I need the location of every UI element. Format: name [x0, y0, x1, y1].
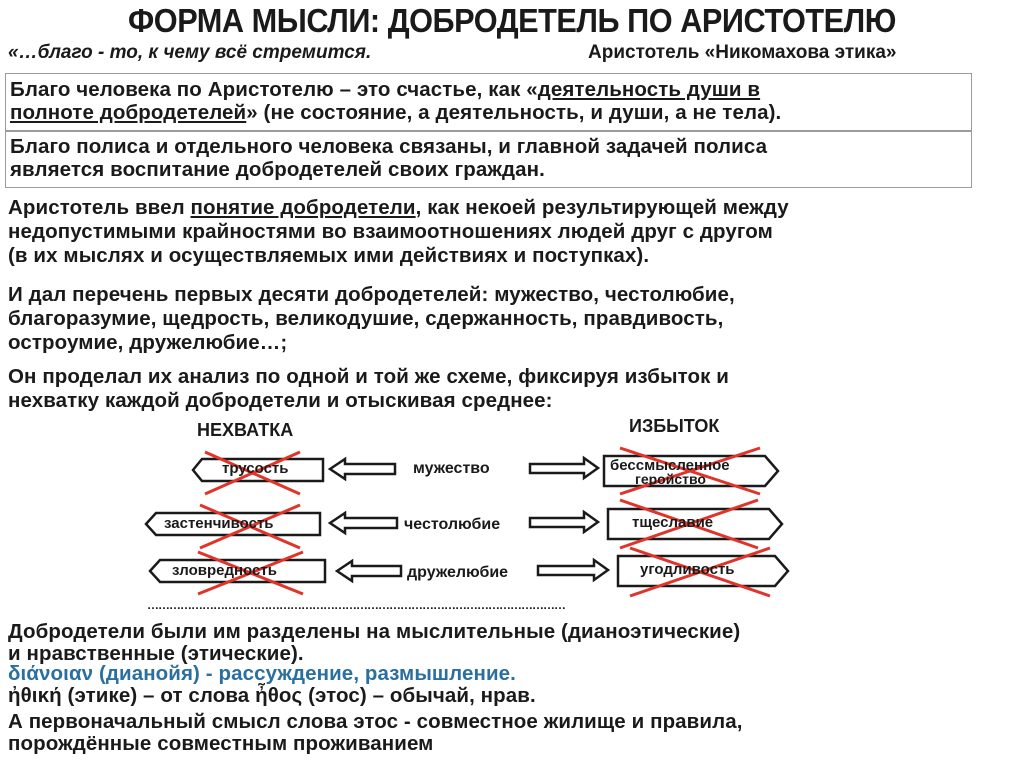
block6-line1: Добродетели были им разделены на мыслительные (дианоэтические)	[8, 620, 741, 643]
right-arrow-2	[530, 512, 598, 532]
block5-line1: Он проделал их анализ по одной и той же схеме, фиксируя избыток и	[8, 365, 729, 388]
excess-label-3: угодливость	[640, 561, 735, 578]
excess-header: ИЗБЫТОК	[629, 416, 720, 436]
quote-text: «…благо - то, к чему всё стремится.	[8, 42, 372, 63]
block3-line2: недопустимыми крайностями во взаимоотношениях людей друг с другом	[8, 220, 773, 243]
left-arrow-2	[330, 513, 397, 533]
block5-line2: нехватку каждой добродетели и отыскивая среднее:	[8, 389, 553, 412]
page-title: ФОРМА МЫСЛИ: ДОБРОДЕТЕЛЬ ПО АРИСТОТЕЛЮ	[128, 2, 896, 39]
right-arrow-1	[530, 458, 598, 478]
dotted-separator: ……………………………………………………………………………………………………	[147, 598, 565, 612]
block6-line6: порождённые совместным проживанием	[8, 732, 434, 755]
deficit-label-3: зловредность	[172, 562, 277, 579]
deficit-header: НЕХВАТКА	[197, 420, 294, 440]
virtue-diagram	[0, 440, 1024, 610]
block6-line4: ἠθική (этике) – от слова ἦθος (этос) – обычай, нрав.	[8, 684, 536, 707]
deficit-label-2: застенчивость	[164, 515, 274, 532]
block6-line5: А первоначальный смысл слова этос - совместное жилище и правила,	[8, 710, 743, 733]
block1-line1: Благо человека по Аристотелю – это счастье, как «деятельность души в	[10, 78, 761, 101]
deficit-label-1: трусость	[222, 460, 289, 477]
block2-line1: Благо полиса и отдельного человека связаны, и главной задачей полиса	[10, 135, 768, 158]
excess-label-1b: геройство	[635, 471, 706, 487]
virtue-label-3: дружелюбие	[407, 564, 509, 581]
block4-line2: благоразумие, щедрость, великодушие, сдержанность, правдивость,	[8, 307, 724, 330]
virtue-label-1: мужество	[413, 460, 490, 477]
excess-label-2: тщеславие	[632, 514, 714, 531]
block1-line2: полноте добродетелей» (не состояние, а деятельность, и души, а не тела).	[10, 101, 782, 124]
block3-line1: Аристотель ввел понятие добродетели, как некоей результирующей между	[8, 196, 789, 219]
block4-line3: остроумие, дружелюбие…;	[8, 331, 288, 354]
block2-line2: является воспитание добродетелей своих граждан.	[10, 158, 545, 181]
excess-label-1a: бессмысленное	[610, 457, 730, 474]
quote-source: Аристотель «Никомахова этика»	[588, 42, 897, 63]
left-arrow-3	[337, 561, 401, 581]
block4-line1: И дал перечень первых десяти добродетелей: мужество, честолюбие,	[8, 283, 735, 306]
virtue-label-2: честолюбие	[404, 516, 501, 533]
block3-line3: (в их мыслях и осуществляемых ими действиях и поступках).	[8, 244, 650, 267]
block6-line2: и нравственные (этические).	[8, 642, 304, 665]
right-arrow-3	[538, 560, 608, 580]
block6-line3: διάνοιαν (дианойя) - рассуждение, размышление.	[8, 662, 516, 685]
left-arrow-1	[330, 459, 395, 479]
